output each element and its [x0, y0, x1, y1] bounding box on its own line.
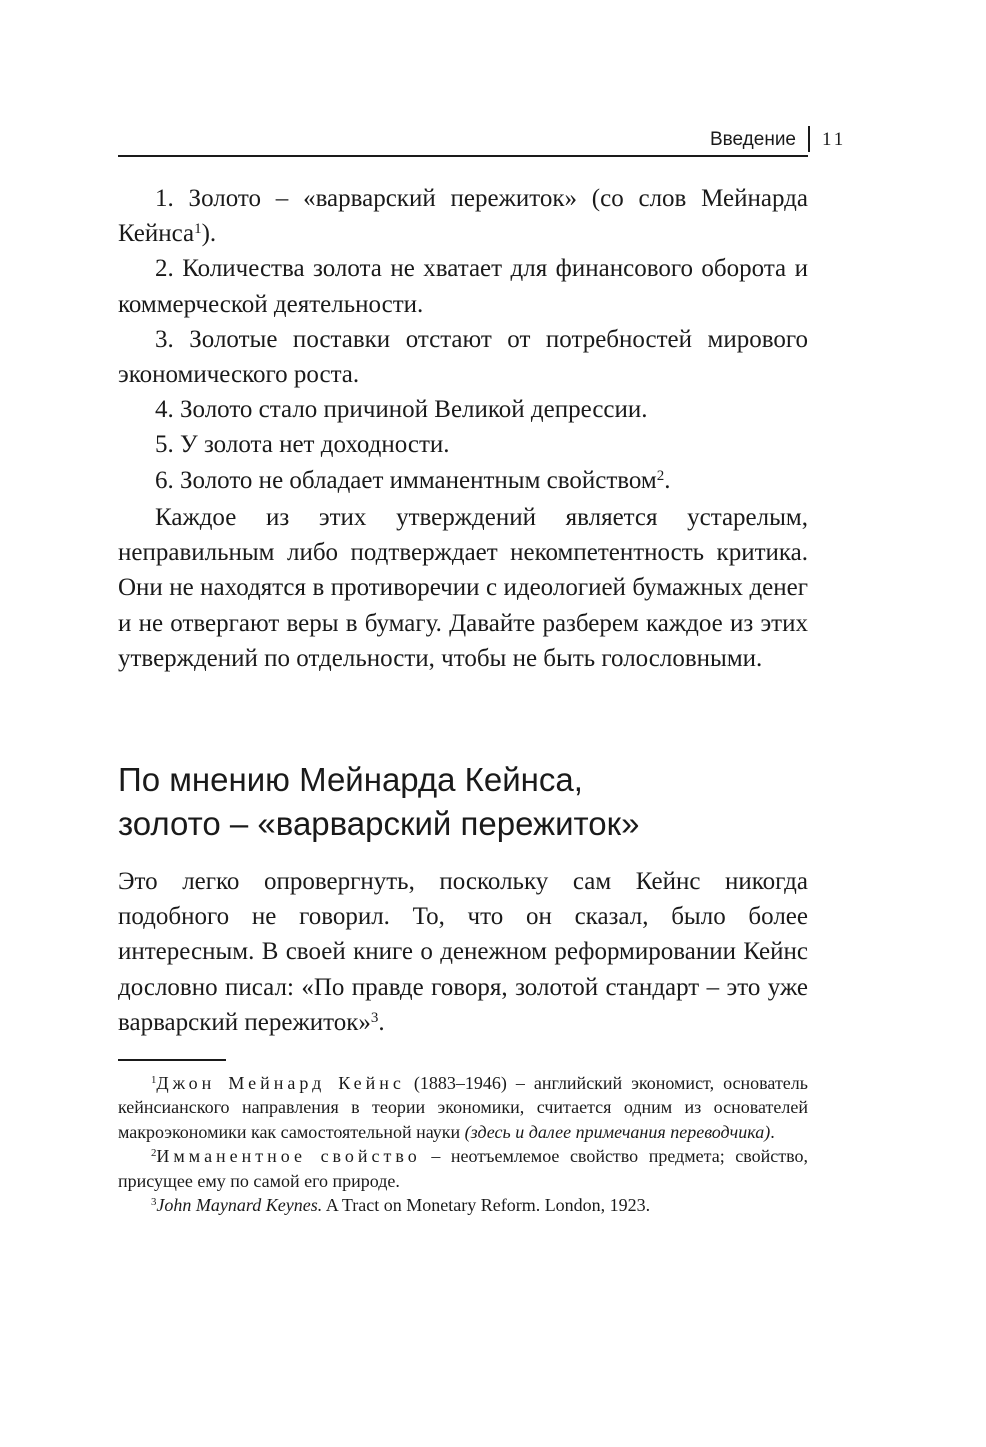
page-number: 11 [822, 129, 847, 150]
list-item: 5. У золота нет доходности. [155, 431, 450, 459]
footnote-ref: 2 [656, 467, 665, 484]
footnote-2: $^2$Имманентное свойство – неотъемлемое свойство предмета; свойство, присущее ему по самой его природе. [118, 1146, 808, 1191]
body-paragraph: Каждое из этих утверждений является устарелым, неправильным либо подтверждает некомпетентность критика. Они не находятся в противоречии с идеологией бумажных денег и не отвергают веры в бумагу. Давайте разберем каждое из этих утверждений по отдельности, чтобы не быть голословными. [118, 504, 808, 672]
header-separator [808, 126, 810, 152]
list-item: 6. Золото не обладает имманентным свойством$^2$. [155, 466, 671, 494]
header-rule [118, 155, 808, 157]
list-item: 4. Золото стало причиной Великой депрессии. [155, 396, 648, 424]
list-item: 3. Золотые поставки отстают от потребностей мирового экономического роста. [118, 325, 808, 389]
section-paragraph: Это легко опровергнуть, поскольку сам Кейнс никогда подобного не говорил. То, что он сказал, было более интересным. В своей книге о денежном реформировании Кейнс дословно писал: «По правде говоря, золотой стандарт – это уже варварский пережиток»$^3$. [118, 868, 808, 1036]
footnotes [118, 1071, 808, 1217]
footnote-1: $^1$Джон Мейнард Кейнс (1883–1946) – английский экономист, основатель кейнсианского направления в теории экономики, считается одним из основателей макроэкономики как самостоятельной науки (здесь и далее примечания переводчика). [118, 1073, 808, 1142]
numbered-list [118, 181, 808, 498]
list-item: 1. Золото – «варварский пережиток» (со слов Мейнарда Кейнса$^1$). [118, 185, 808, 248]
list-item: 2. Количества золота не хватает для финансового оборота и коммерческой деятельности. [118, 255, 808, 318]
section-heading: По мнению Мейнарда Кейнса, золото – «варварский пережиток» [118, 761, 640, 842]
footnote-3: $^3$John Maynard Keynes. A Tract on Monetary Reform. London, 1923. [151, 1195, 651, 1216]
footnote-ref: 1 [194, 220, 202, 237]
footnote-rule [118, 1059, 226, 1061]
running-header-title: Введение [709, 129, 796, 150]
footnote-ref: 3 [370, 1009, 379, 1026]
